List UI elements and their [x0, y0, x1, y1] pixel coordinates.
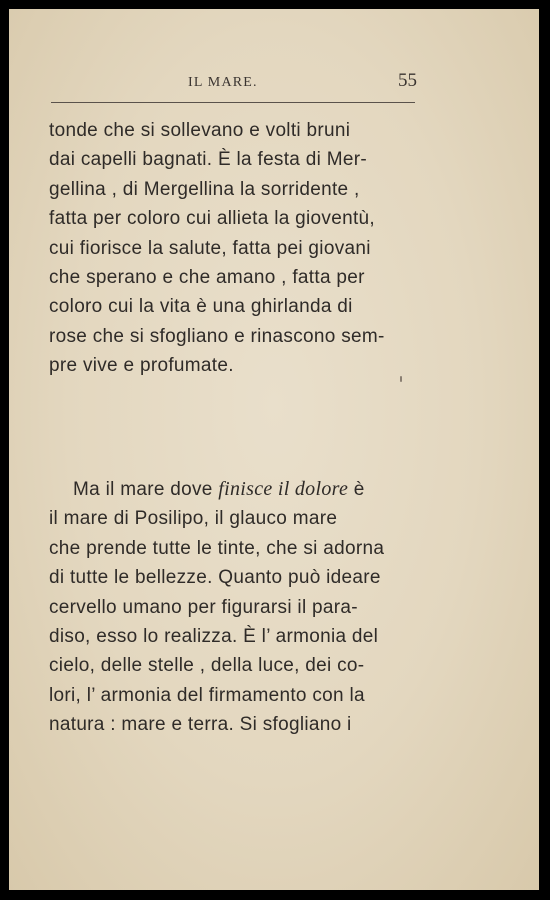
- text-line: coloro cui la vita è una ghirlanda di: [49, 296, 353, 318]
- text-line: cervello umano per figurarsi il para-: [49, 596, 358, 618]
- book-page: [9, 9, 539, 890]
- text-line: pre vive e profumate.: [49, 355, 234, 377]
- header-rule: [51, 102, 415, 103]
- text-line: cui fiorisce la salute, fatta pei giovani: [49, 237, 371, 259]
- text-line: che prende tutte le tinte, che si adorna: [49, 537, 385, 559]
- text-line: cielo, delle stelle , della luce, dei co-: [49, 655, 365, 677]
- text-line: che sperano e che amano , fatta per: [49, 266, 365, 288]
- text-line: di tutte le bellezze. Quanto può ideare: [49, 567, 381, 589]
- text-line: fatta per coloro cui allieta la gioventù,: [49, 208, 375, 230]
- text-line: lori, l’ armonia del firmamento con la: [49, 684, 365, 706]
- text-line: il mare di Posilipo, il glauco mare: [49, 508, 338, 530]
- text-line: tonde che si sollevano e volti bruni: [49, 120, 351, 141]
- paragraph-1: [49, 116, 385, 381]
- text-line: rose che si sfogliano e rinascono sem-: [49, 325, 385, 347]
- page-header: [51, 71, 419, 97]
- text-line: diso, esso lo realizza. È l’ armonia del: [49, 625, 379, 647]
- text-run: è: [348, 479, 365, 500]
- text-run: Ma il mare dove: [73, 479, 219, 500]
- text-line: dai capelli bagnati. È la festa di Mer-: [49, 149, 367, 171]
- text-line: gellina , di Mergellina la sorridente ,: [49, 178, 360, 200]
- paper-speck: [400, 376, 402, 382]
- running-head: IL MARE.: [188, 75, 258, 90]
- page-number: 55: [398, 70, 417, 91]
- italic-phrase: finisce il dolore: [218, 478, 349, 500]
- text-line: natura : mare e terra. Si sfogliano i: [49, 714, 352, 736]
- paragraph-2: [49, 475, 384, 740]
- text-line-first: [49, 475, 384, 504]
